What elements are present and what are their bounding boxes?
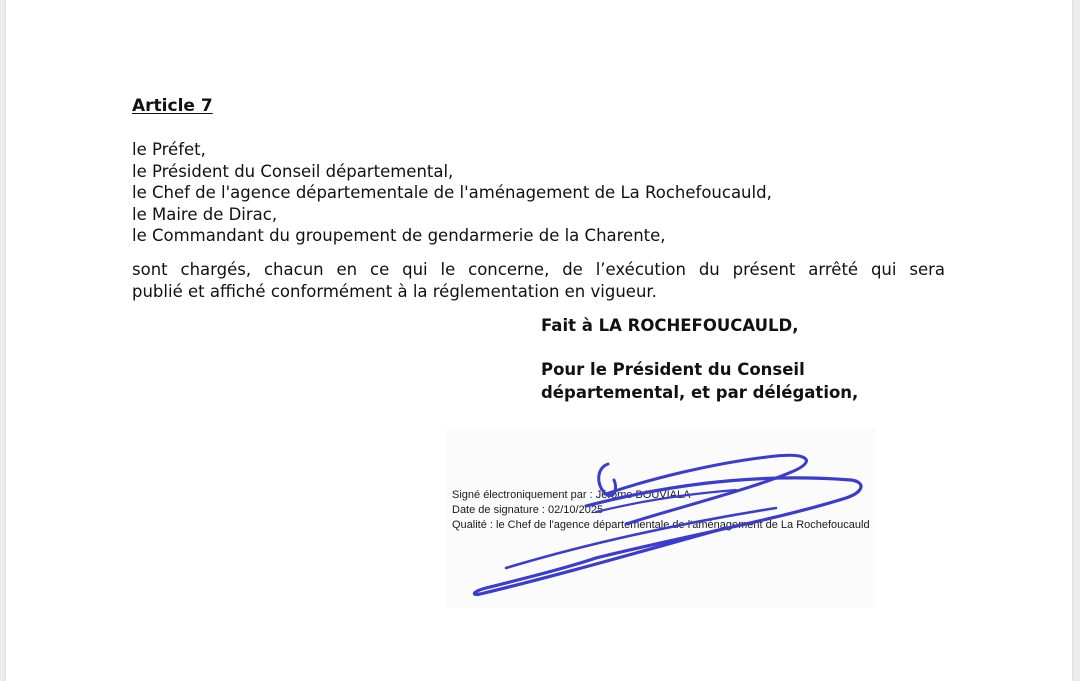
addressee-prefet: le Préfet, [132, 140, 206, 159]
closing-paragraph [132, 259, 945, 302]
addressee-list [132, 139, 945, 247]
addressee-president: le Président du Conseil départemental, [132, 161, 454, 181]
handwritten-signature [446, 428, 876, 608]
delegation-line-2: départemental, et par délégation, [541, 383, 859, 402]
addressee-commandant: le Commandant du groupement de gendarmerie de la Charente, [132, 226, 666, 245]
signed-by-text: Signé électroniquement par : Jérôme BOUVIALA [452, 489, 691, 501]
addressee-maire: le Maire de Dirac, [132, 204, 278, 224]
closing-line-1: sont chargés, chacun en ce qui le concerne, de l’exécution du présent arrêté qui sera [132, 260, 945, 279]
article-title: Article 7 [132, 96, 213, 116]
signoff-delegation [541, 358, 858, 404]
signer-role-text: Qualité : le Chef de l'agence départementale de l'aménagement de La Rochefoucauld [452, 519, 870, 531]
delegation-line-1: Pour le Président du Conseil [541, 360, 805, 379]
closing-line-2: publié et affiché conformément à la réglementation en vigueur. [132, 281, 657, 301]
addressee-chef-agence: le Chef de l'agence départementale de l'aménagement de La Rochefoucauld, [132, 183, 772, 202]
signoff-place: Fait à LA ROCHEFOUCAULD, [541, 316, 799, 335]
signature-date-text: Date de signature : 02/10/2025 [452, 504, 604, 516]
